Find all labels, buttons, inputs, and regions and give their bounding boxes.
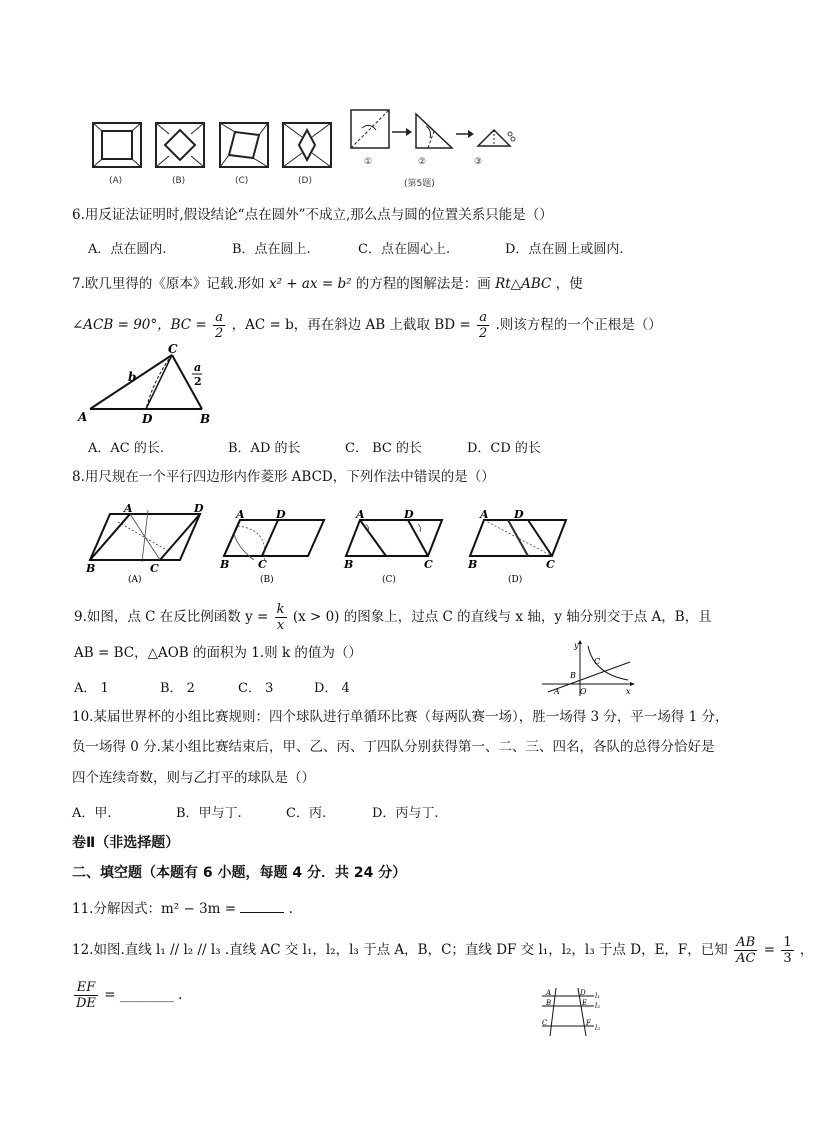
q8-caption-a: (A) xyxy=(128,575,142,585)
q8-c-label-d: D xyxy=(404,508,414,521)
q7-triangle-name: Rt△ABC xyxy=(495,276,552,292)
q9-fig-label-a: A xyxy=(554,687,560,696)
q9-fig-label-x: x xyxy=(626,687,631,696)
q11-stem-text: 11.分解因式：m² − 3m = xyxy=(72,901,237,917)
q9-option-a: A． 1 xyxy=(74,681,109,696)
q8-a-label-d: D xyxy=(194,502,204,515)
q9-graph-figure xyxy=(540,640,636,698)
q5-caption-c: (C) xyxy=(235,176,249,186)
q5-caption-a: (A) xyxy=(109,176,123,186)
q9-option-b: B． 2 xyxy=(160,681,195,696)
q9-fraction-den: x xyxy=(276,618,285,633)
q9-stem-line1 xyxy=(74,602,712,633)
q6-option-b: B．点在圆上. xyxy=(232,242,311,257)
q7-fraction-2 xyxy=(477,310,489,341)
q7-stem-end: .则该方程的一个正根是（） xyxy=(495,317,662,333)
q8-stem: 8.用尺规在一个平行四边形内作菱形 ABCD，下列作法中错误的是（） xyxy=(72,469,495,485)
q7-condition-1: ∠ACB = 90°，BC = xyxy=(72,317,207,333)
q7-fraction-2-num: a xyxy=(477,310,489,326)
q8-d-label-c: C xyxy=(546,558,555,571)
q6-option-d: D．点在圆上或圆内. xyxy=(505,242,624,257)
q12-fig-label-f: F xyxy=(586,1019,591,1027)
q7-fraction-2-den: 2 xyxy=(478,326,488,341)
q7-fig-label-b-side: b xyxy=(128,370,137,384)
q7-option-a: A．AC 的长. xyxy=(88,441,164,456)
q12-fraction-one: 1 xyxy=(783,935,792,950)
q12-fig-label-d: D xyxy=(580,989,586,997)
q10-option-b: B．甲与丁. xyxy=(176,806,242,821)
q8-b-label-b: B xyxy=(220,558,230,571)
q11-answer-blank[interactable] xyxy=(240,898,284,913)
q9-option-c: C． 3 xyxy=(238,681,274,696)
q12-fraction-ac: AC xyxy=(736,951,756,966)
q5-square-c xyxy=(219,122,269,168)
q9-stem-part2: (x > 0) 的图象上，过点 C 的直线与 x 轴，y 轴分别交于点 A，B，且 xyxy=(292,609,712,625)
q12-fraction-ef-de xyxy=(74,980,98,1011)
q8-caption-b: (B) xyxy=(260,575,274,585)
q5-step-1: ① xyxy=(364,157,373,167)
q7-stem-part3: ，使 xyxy=(555,276,583,292)
q5-square-b xyxy=(155,122,205,168)
q8-a-label-c: C xyxy=(150,562,159,575)
q10-option-d: D．丙与丁. xyxy=(372,806,439,821)
q12-fraction-de: DE xyxy=(76,996,96,1011)
q5-caption-d: (D) xyxy=(298,176,312,186)
q8-c-label-a: A xyxy=(356,508,365,521)
q12-fraction-ab: AB xyxy=(734,935,757,951)
q7-stem-line2 xyxy=(72,310,662,341)
q12-comma: ， xyxy=(799,942,813,958)
q11-stem xyxy=(72,898,293,919)
q12-fraction-three: 3 xyxy=(783,951,792,966)
q12-fraction-one-third xyxy=(781,935,793,966)
q5-step-3: ③ xyxy=(474,157,483,167)
q7-stem-part2: 的方程的图解法是：画 xyxy=(355,276,491,292)
q12-equals: = xyxy=(763,942,776,958)
q7-equation: x² + ax = b² xyxy=(268,276,352,292)
q6-option-c: C．点在圆心上. xyxy=(358,242,451,257)
q8-c-label-c: C xyxy=(424,558,433,571)
q7-fig-label-b: B xyxy=(200,412,211,426)
q5-square-d xyxy=(282,122,332,168)
q6-stem: 6.用反证法证明时,假设结论“点在圆外”不成立,那么点与圆的位置关系只能是（） xyxy=(72,207,553,223)
q7-stem-line1 xyxy=(72,274,583,294)
q7-fig-label-d: D xyxy=(142,412,153,426)
q12-fig-label-e: E xyxy=(582,999,588,1007)
q8-d-label-d: D xyxy=(514,508,524,521)
q8-c-label-b: B xyxy=(344,558,354,571)
q12-fig-label-c: C xyxy=(542,1019,548,1027)
q7-triangle-figure xyxy=(76,342,216,426)
q10-option-c: C．丙. xyxy=(286,806,327,821)
q10-line-3: 四个连续奇数，则与乙打平的球队是（） xyxy=(72,770,315,786)
q12-fig-label-l3: l₃ xyxy=(595,1024,601,1032)
q5-square-a xyxy=(92,122,142,168)
q8-d-label-a: A xyxy=(480,508,489,521)
q12-fig-label-l2: l₂ xyxy=(595,1002,601,1010)
q9-fraction xyxy=(275,602,287,633)
q8-caption-d: (D) xyxy=(508,575,523,585)
q9-fig-label-y: y xyxy=(574,641,579,650)
q9-fig-label-c: C xyxy=(594,657,601,666)
q12-stem-text: 12.如图.直线 l₁ // l₂ // l₃ .直线 AC 交 l₁，l₂，l₃ 于点 A，B，C；直线 DF 交 l₁，l₂，l₃ 于点 D，E，F，已知 xyxy=(72,942,728,958)
section-part-2: 二、填空题（本题有 6 小题，每题 4 分．共 24 分） xyxy=(72,865,407,881)
q9-stem-part1: 9.如图，点 C 在反比例函数 y = xyxy=(74,609,269,625)
q8-b-label-d: D xyxy=(276,508,286,521)
q5-figure-note: (第5题) xyxy=(404,179,435,189)
q8-figures xyxy=(88,500,588,586)
q9-stem-line2: AB = BC，△AOB 的面积为 1.则 k 的值为（） xyxy=(74,645,362,661)
q12-fig-label-b: B xyxy=(546,999,552,1007)
q8-d-label-b: B xyxy=(468,558,478,571)
q5-step-2: ② xyxy=(418,157,427,167)
q8-a-label-a: A xyxy=(124,502,133,515)
q8-a-label-b: B xyxy=(86,562,96,575)
q7-option-b: B．AD 的长 xyxy=(228,441,301,456)
q7-fraction-1-den: 2 xyxy=(215,326,224,341)
q9-fig-label-o: O xyxy=(580,687,587,696)
q12-fraction-ab-ac xyxy=(734,935,757,966)
q7-fig-label-c: C xyxy=(168,342,178,356)
q11-stem-tail: . xyxy=(288,901,293,917)
section-volume-2: 卷Ⅱ（非选择题） xyxy=(72,835,180,851)
q6-option-a: A．点在圆内. xyxy=(88,242,167,257)
q8-b-label-c: C xyxy=(258,558,267,571)
q5-folding-steps xyxy=(348,104,518,170)
q12-stem-line2 xyxy=(72,978,182,1012)
q8-b-label-a: A xyxy=(236,508,245,521)
q10-line-2: 负一场得 0 分.某小组比赛结束后，甲、乙、丙、丁四队分别获得第一、二、三、四名，各队的总得分恰好是 xyxy=(72,739,715,755)
q12-answer-blank[interactable]: = ________ . xyxy=(104,987,183,1003)
q7-fig-label-a: A xyxy=(78,410,88,424)
q12-parallel-lines-figure xyxy=(538,984,608,1040)
q10-option-a: A．甲. xyxy=(72,806,112,821)
q9-fraction-num: k xyxy=(276,602,285,617)
q8-caption-c: (C) xyxy=(382,575,396,585)
q7-option-c: C． BC 的长 xyxy=(345,441,422,456)
q7-condition-2: ，AC = b，再在斜边 AB 上截取 BD = xyxy=(231,317,471,333)
q7-fig-label-two: 2 xyxy=(194,375,202,388)
q12-fig-label-l1: l₁ xyxy=(595,992,601,1000)
q9-option-d: D． 4 xyxy=(314,681,350,696)
q5-caption-b: (B) xyxy=(172,176,186,186)
q10-line-1: 10.某届世界杯的小组比赛规则：四个球队进行单循环比赛（每两队赛一场），胜一场得 3 分，平一场得 1 分， xyxy=(72,709,729,725)
q12-stem-line1 xyxy=(72,933,813,967)
q7-fig-label-a-side: a xyxy=(194,361,202,374)
q7-option-d: D．CD 的长 xyxy=(467,441,541,456)
q12-fig-label-a: A xyxy=(546,989,552,997)
q7-fraction-1 xyxy=(213,310,225,341)
q7-stem-part1: 7.欧几里得的《原本》记载.形如 xyxy=(72,276,265,292)
q7-fraction-1-num: a xyxy=(213,310,225,326)
q9-fig-label-b: B xyxy=(570,671,576,680)
q12-fraction-ef: EF xyxy=(74,980,98,996)
